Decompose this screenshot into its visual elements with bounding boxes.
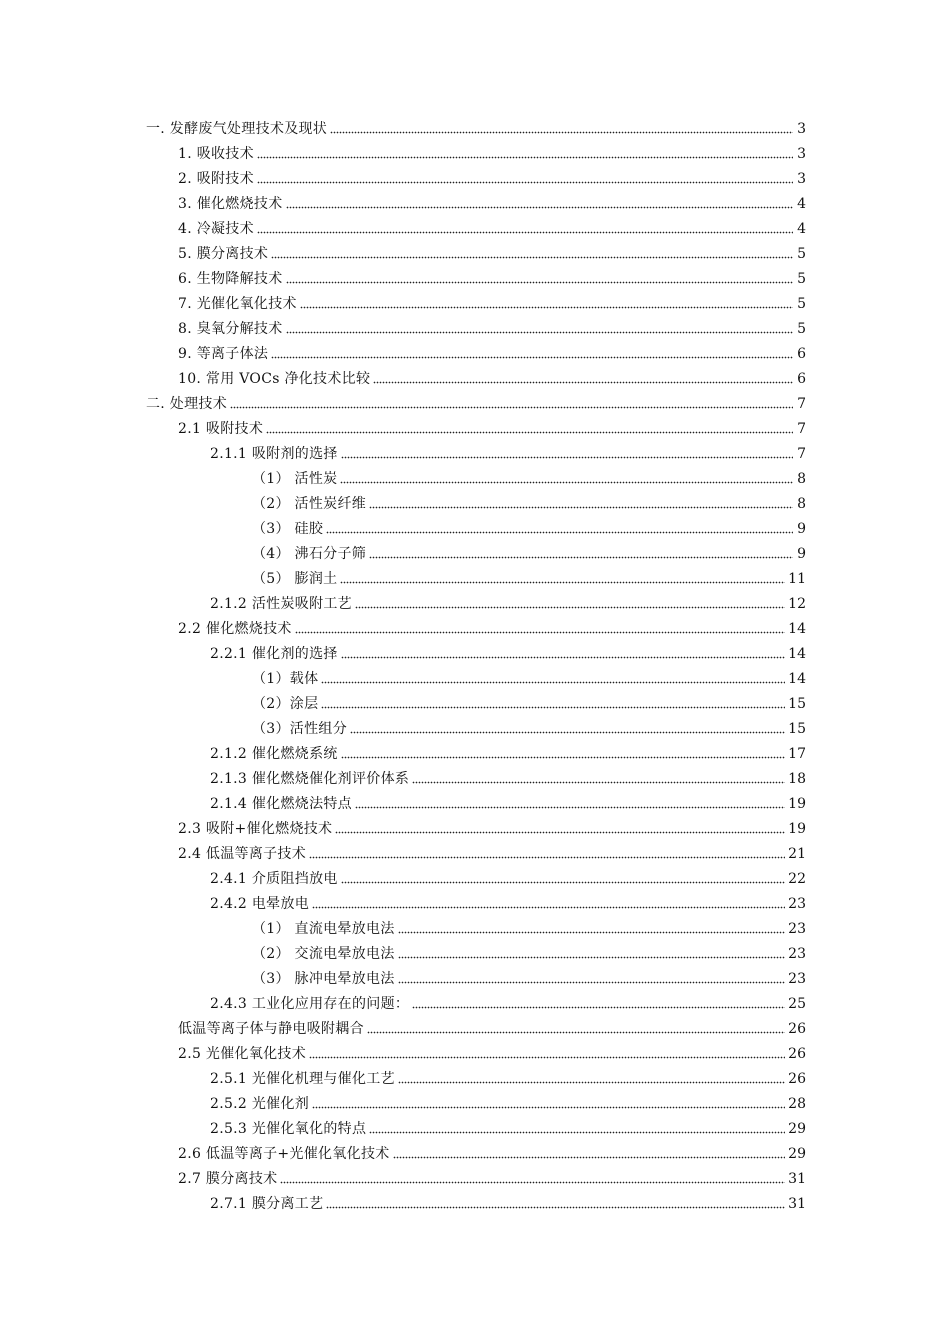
toc-entry-page: 17 [788,746,806,762]
dot-leader [393,1149,786,1159]
toc-entry-page: 21 [788,846,806,862]
toc-entry-2-4-2-c[interactable] [252,964,806,988]
toc-entry-2[interactable] [146,389,806,413]
toc-entry-1-7[interactable] [178,289,806,313]
toc-entry-1-1[interactable] [178,139,806,163]
dot-leader [257,149,793,159]
dot-leader [286,324,793,334]
toc-entry-page: 6 [797,346,806,362]
dot-leader [341,874,786,884]
toc-entry-label: 2.3 吸附+催化燃烧技术 [178,821,333,837]
dot-leader [340,574,785,584]
toc-entry-2-1-2-system[interactable] [210,739,806,763]
dot-leader [412,999,785,1009]
toc-entry-page: 4 [797,221,806,237]
dot-leader [257,224,793,234]
toc-entry-label: 2.4.2 电晕放电 [210,896,310,912]
toc-entry-page: 15 [788,696,806,712]
toc-entry-2-2-1-c[interactable] [252,714,806,738]
toc-entry-label: 5. 膜分离技术 [178,246,269,262]
toc-entry-page: 18 [788,771,806,787]
dot-leader [286,274,793,284]
dot-leader [300,299,793,309]
toc-entry-page: 3 [797,146,806,162]
toc-entry-page: 6 [797,371,806,387]
toc-entry-label: 2.4 低温等离子技术 [178,846,307,862]
toc-entry-page: 28 [788,1096,806,1112]
toc-entry-label: 1. 吸收技术 [178,146,254,162]
dot-leader [312,1099,785,1109]
toc-entry-label: 2.4.3 工业化应用存在的问题： [210,996,410,1012]
toc-entry-label: 二. 处理技术 [146,396,227,412]
toc-entry-page: 25 [788,996,806,1012]
dot-leader [341,449,793,459]
toc-entry-page: 14 [788,621,806,637]
toc-entry-label: 2.1.2 活性炭吸附工艺 [210,596,352,612]
toc-entry-label: 2.2.1 催化剂的选择 [210,646,338,662]
toc-entry-2-1-1-e[interactable] [252,564,806,588]
toc-entry-2-4-2[interactable] [210,889,806,913]
toc-entry-page: 19 [788,796,806,812]
toc-entry-2-3[interactable] [178,814,806,838]
dot-leader [355,599,785,609]
toc-entry-page: 5 [797,246,806,262]
dot-leader [321,674,785,684]
toc-entry-label: （2） 活性炭纤维 [252,496,367,512]
toc-entry-page: 23 [788,921,806,937]
toc-entry-label: 低温等离子体与静电吸附耦合 [178,1021,364,1037]
toc-entry-2-1-1-c[interactable] [252,514,806,538]
toc-entry-label: 2. 吸附技术 [178,171,254,187]
dot-leader [340,474,793,484]
toc-entry-label: 2.6 低温等离子+光催化氧化技术 [178,1146,390,1162]
dot-leader [257,174,793,184]
toc-entry-label: 2.1 吸附技术 [178,421,264,437]
dot-leader [398,949,786,959]
toc-entry-label: 2.1.2 催化燃烧系统 [210,746,338,762]
toc-entry-2-2-1-b[interactable] [252,689,806,713]
toc-entry-page: 3 [797,121,806,137]
toc-entry-label: （3） 脉冲电晕放电法 [252,971,395,987]
toc-entry-label: （2）涂层 [252,696,319,712]
toc-entry-page: 26 [788,1046,806,1062]
toc-entry-page: 5 [797,271,806,287]
dot-leader [321,699,785,709]
toc-entry-page: 3 [797,171,806,187]
toc-entry-page: 19 [788,821,806,837]
toc-entry-page: 5 [797,321,806,337]
toc-entry-label: （2） 交流电晕放电法 [252,946,395,962]
dot-leader [355,799,785,809]
toc-entry-2-5-2[interactable] [210,1089,806,1113]
toc-entry-page: 7 [797,421,806,437]
toc-entry-2-7[interactable] [178,1164,806,1188]
toc-entry-page: 12 [788,596,806,612]
toc-entry-2-1-4[interactable] [210,789,806,813]
toc-entry-2-1-1-d[interactable] [252,539,806,563]
toc-entry-label: 2.1.1 吸附剂的选择 [210,446,338,462]
dot-leader [398,1074,785,1084]
dot-leader [295,624,785,634]
toc-entry-page: 14 [788,646,806,662]
toc-entry-page: 29 [788,1146,806,1162]
toc-entry-label: 2.7 膜分离技术 [178,1171,278,1187]
toc-entry-label: 7. 光催化氧化技术 [178,296,297,312]
dot-leader [412,774,785,784]
dot-leader [398,924,786,934]
toc-entry-2-4-3[interactable] [210,989,806,1013]
toc-entry-label: （1）载体 [252,671,319,687]
toc-entry-page: 23 [788,971,806,987]
toc-entry-page: 9 [797,546,806,562]
toc-entry-label: 6. 生物降解技术 [178,271,283,287]
toc-entry-label: （1） 直流电晕放电法 [252,921,395,937]
toc-entry-label: （4） 沸石分子筛 [252,546,367,562]
toc-entry-page: 31 [788,1171,806,1187]
toc-entry-label: 4. 冷凝技术 [178,221,254,237]
toc-entry-label: （3）活性组分 [252,721,348,737]
dot-leader [326,524,793,534]
toc-entry-label: 8. 臭氧分解技术 [178,321,283,337]
toc-entry-2-5-1[interactable] [210,1064,806,1088]
toc-entry-page: 11 [788,571,806,587]
toc-entry-label: 9. 等离子体法 [178,346,269,362]
toc-entry-page: 31 [788,1196,806,1212]
toc-entry-label: 2.7.1 膜分离工艺 [210,1196,324,1212]
dot-leader [326,1199,785,1209]
toc-entry-1-3[interactable] [178,189,806,213]
toc-entry-1-9[interactable] [178,339,806,363]
dot-leader [266,424,793,434]
dot-leader [398,974,786,984]
toc-entry-page: 22 [788,871,806,887]
toc-entry-2-7-1[interactable] [210,1189,806,1213]
toc-entry-page: 4 [797,196,806,212]
dot-leader [350,724,785,734]
toc-entry-2-1-1[interactable] [210,439,806,463]
toc-entry-page: 23 [788,946,806,962]
toc-entry-2-1-2[interactable] [210,589,806,613]
toc-entry-label: 2.5 光催化氧化技术 [178,1046,307,1062]
toc-entry-label: 2.1.3 催化燃烧催化剂评价体系 [210,771,410,787]
toc-entry-label: 3. 催化燃烧技术 [178,196,283,212]
toc-entry-page: 14 [788,671,806,687]
toc-entry-page: 5 [797,296,806,312]
toc-entry-2-4-1[interactable] [210,864,806,888]
dot-leader [369,549,793,559]
toc-entry-2-2-1[interactable] [210,639,806,663]
toc-entry-1-10[interactable] [178,364,806,388]
toc-entry-label: 2.5.3 光催化氧化的特点 [210,1121,367,1137]
toc-entry-label: 2.4.1 介质阻挡放电 [210,871,338,887]
dot-leader [335,824,785,834]
toc-entry-label: （3） 硅胶 [252,521,324,537]
toc-entry-1-6[interactable] [178,264,806,288]
dot-leader [373,374,793,384]
toc-entry-page: 23 [788,896,806,912]
dot-leader [341,749,786,759]
toc-entry-page: 8 [797,496,806,512]
toc-entry-plasma-coupling[interactable] [178,1014,806,1038]
dot-leader [280,1174,785,1184]
toc-entry-1[interactable] [146,114,806,138]
toc-entry-2-5-3[interactable] [210,1114,806,1138]
dot-leader [309,1049,785,1059]
dot-leader [312,899,785,909]
toc-entry-label: 2.1.4 催化燃烧法特点 [210,796,352,812]
toc-entry-page: 9 [797,521,806,537]
toc-entry-2-4[interactable] [178,839,806,863]
toc-entry-label: （1） 活性炭 [252,471,338,487]
toc-entry-2-1-1-b[interactable] [252,489,806,513]
toc-entry-2-1-3[interactable] [210,764,806,788]
toc-entry-page: 29 [788,1121,806,1137]
toc-entry-page: 8 [797,471,806,487]
toc-entry-1-8[interactable] [178,314,806,338]
toc-entry-2-4-2-a[interactable] [252,914,806,938]
toc-entry-2-4-2-b[interactable] [252,939,806,963]
toc-entry-label: （5） 膨润土 [252,571,338,587]
toc-entry-label: 一. 发酵废气处理技术及现状 [146,121,328,137]
dot-leader [271,249,793,259]
dot-leader [369,1124,785,1134]
toc-entry-2-6[interactable] [178,1139,806,1163]
toc-entry-2-2[interactable] [178,614,806,638]
toc-entry-page: 7 [797,396,806,412]
dot-leader [309,849,785,859]
toc-entry-label: 10. 常用 VOCs 净化技术比较 [178,371,371,387]
dot-leader [367,1024,785,1034]
toc-entry-page: 26 [788,1071,806,1087]
toc-entry-label: 2.2 催化燃烧技术 [178,621,292,637]
toc-entry-2-5[interactable] [178,1039,806,1063]
toc-entry-label: 2.5.2 光催化剂 [210,1096,310,1112]
toc-entry-page: 15 [788,721,806,737]
dot-leader [369,499,793,509]
toc-entry-page: 26 [788,1021,806,1037]
dot-leader [341,649,786,659]
toc-entry-1-5[interactable] [178,239,806,263]
toc-entry-page: 7 [797,446,806,462]
toc-entry-label: 2.5.1 光催化机理与催化工艺 [210,1071,395,1087]
dot-leader [230,399,793,409]
toc-entry-1-2[interactable] [178,164,806,188]
toc-entry-1-4[interactable] [178,214,806,238]
toc-entry-2-1-1-a[interactable] [252,464,806,488]
toc-entry-2-1[interactable] [178,414,806,438]
dot-leader [330,124,793,134]
dot-leader [271,349,793,359]
dot-leader [286,199,793,209]
toc-entry-2-2-1-a[interactable] [252,664,806,688]
